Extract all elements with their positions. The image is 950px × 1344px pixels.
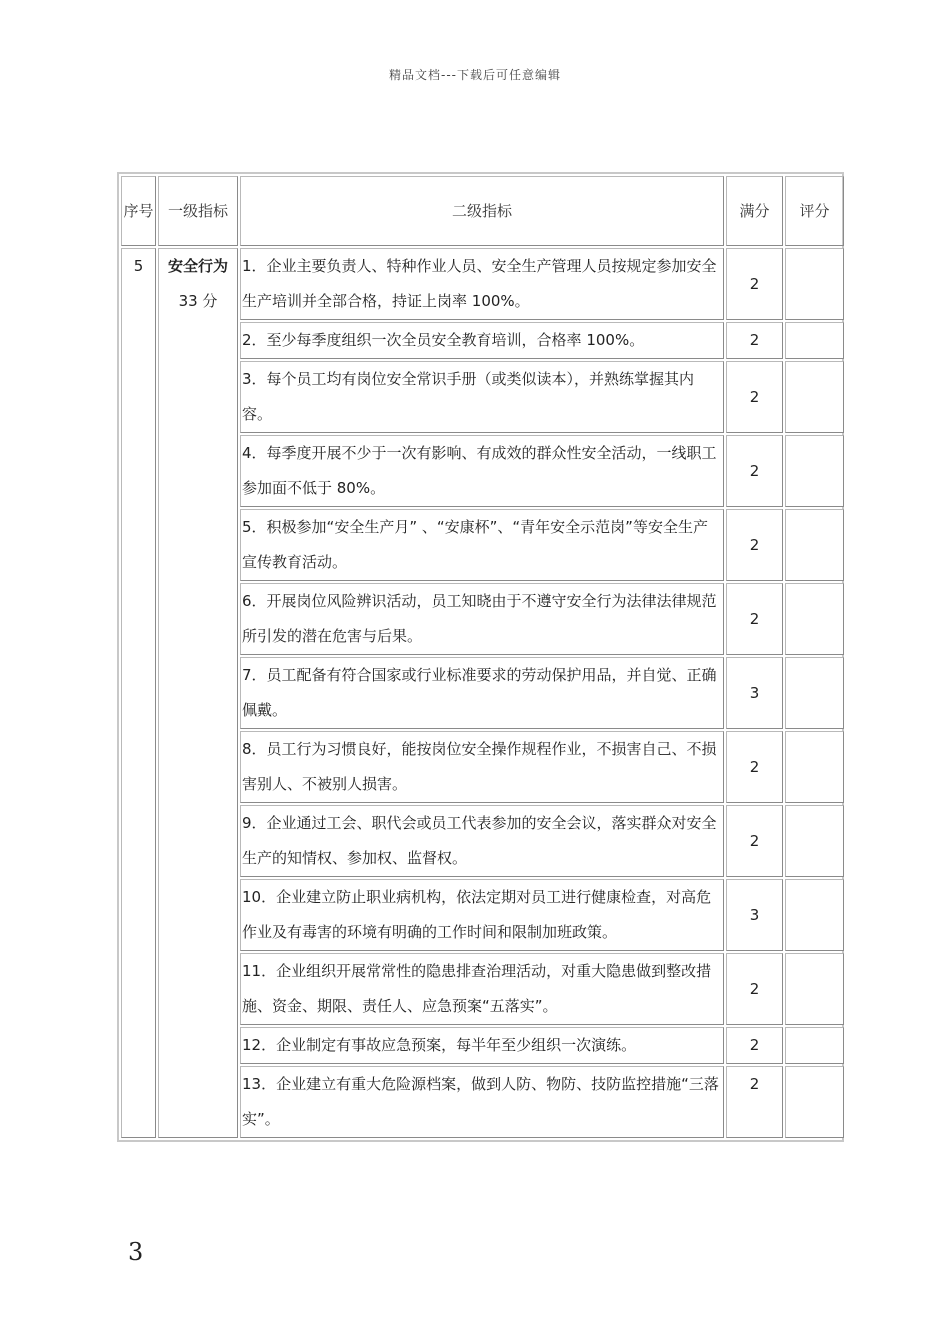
level2-item: 10．企业建立防止职业病机构，依法定期对员工进行健康检查，对高危作业及有毒害的环境有明确的工作时间和限制加班政策。: [240, 879, 724, 951]
full-score-cell: 2: [726, 1027, 783, 1064]
rating-cell[interactable]: [785, 509, 844, 581]
full-score-cell: 2: [726, 322, 783, 359]
full-score-cell: 2: [726, 361, 783, 433]
full-score-cell: 2: [726, 248, 783, 320]
rating-cell[interactable]: [785, 435, 844, 507]
rating-cell[interactable]: [785, 953, 844, 1025]
header-level1: 一级指标: [158, 176, 238, 246]
rating-cell[interactable]: [785, 879, 844, 951]
level2-item: 1．企业主要负责人、特种作业人员、安全生产管理人员按规定参加安全生产培训并全部合格，持证上岗率 100%。: [240, 248, 724, 320]
level2-item: 3．每个员工均有岗位安全常识手册（或类似读本），并熟练掌握其内容。: [240, 361, 724, 433]
table-row: [121, 248, 844, 320]
rating-cell[interactable]: [785, 731, 844, 803]
level2-item: 9．企业通过工会、职代会或员工代表参加的安全会议，落实群众对安全生产的知情权、参加权、监督权。: [240, 805, 724, 877]
group-level1: [158, 248, 238, 1138]
full-score-cell: 2: [726, 509, 783, 581]
level2-item: 6．开展岗位风险辨识活动，员工知晓由于不遵守安全行为法律法律规范所引发的潜在危害与后果。: [240, 583, 724, 655]
level2-item: 2．至少每季度组织一次全员安全教育培训，合格率 100%。: [240, 322, 724, 359]
level2-item: 12．企业制定有事故应急预案，每半年至少组织一次演练。: [240, 1027, 724, 1064]
level1-score: 33 分: [178, 292, 218, 310]
score-table: [119, 174, 846, 1140]
full-score-cell: 2: [726, 1066, 783, 1138]
header-full-score: 满分: [726, 176, 783, 246]
header-seq: 序号: [121, 176, 156, 246]
rating-cell[interactable]: [785, 1027, 844, 1064]
header-rating: 评分: [785, 176, 844, 246]
table-header-row: [121, 176, 844, 246]
level2-item: 8．员工行为习惯良好，能按岗位安全操作规程作业，不损害自己、不损害别人、不被别人损害。: [240, 731, 724, 803]
rating-cell[interactable]: [785, 248, 844, 320]
full-score-cell: 2: [726, 435, 783, 507]
level2-item: 5．积极参加“安全生产月” 、“安康杯”、“青年安全示范岗”等安全生产宣传教育活动。: [240, 509, 724, 581]
level2-item: 4．每季度开展不少于一次有影响、有成效的群众性安全活动，一线职工参加面不低于 80%。: [240, 435, 724, 507]
rating-cell[interactable]: [785, 322, 844, 359]
level2-item: 11．企业组织开展常常性的隐患排查治理活动，对重大隐患做到整改措施、资金、期限、责任人、应急预案“五落实”。: [240, 953, 724, 1025]
full-score-cell: 3: [726, 657, 783, 729]
full-score-cell: 2: [726, 583, 783, 655]
rating-cell[interactable]: [785, 361, 844, 433]
page-header: 精品文档---下载后可任意编辑: [389, 68, 561, 82]
evaluation-table: [117, 172, 844, 1142]
level2-item: 13．企业建立有重大危险源档案，做到人防、物防、技防监控措施“三落实”。: [240, 1066, 724, 1138]
page-number: 3: [128, 1238, 144, 1266]
full-score-cell: 2: [726, 953, 783, 1025]
rating-cell[interactable]: [785, 657, 844, 729]
group-seq: 5: [121, 248, 156, 1138]
rating-cell[interactable]: [785, 1066, 844, 1138]
full-score-cell: 2: [726, 805, 783, 877]
full-score-cell: 3: [726, 879, 783, 951]
rating-cell[interactable]: [785, 805, 844, 877]
level2-item: 7．员工配备有符合国家或行业标准要求的劳动保护用品，并自觉、正确佩戴。: [240, 657, 724, 729]
rating-cell[interactable]: [785, 583, 844, 655]
full-score-cell: 2: [726, 731, 783, 803]
level1-name: 安全行为: [167, 257, 228, 275]
header-level2: 二级指标: [240, 176, 724, 246]
